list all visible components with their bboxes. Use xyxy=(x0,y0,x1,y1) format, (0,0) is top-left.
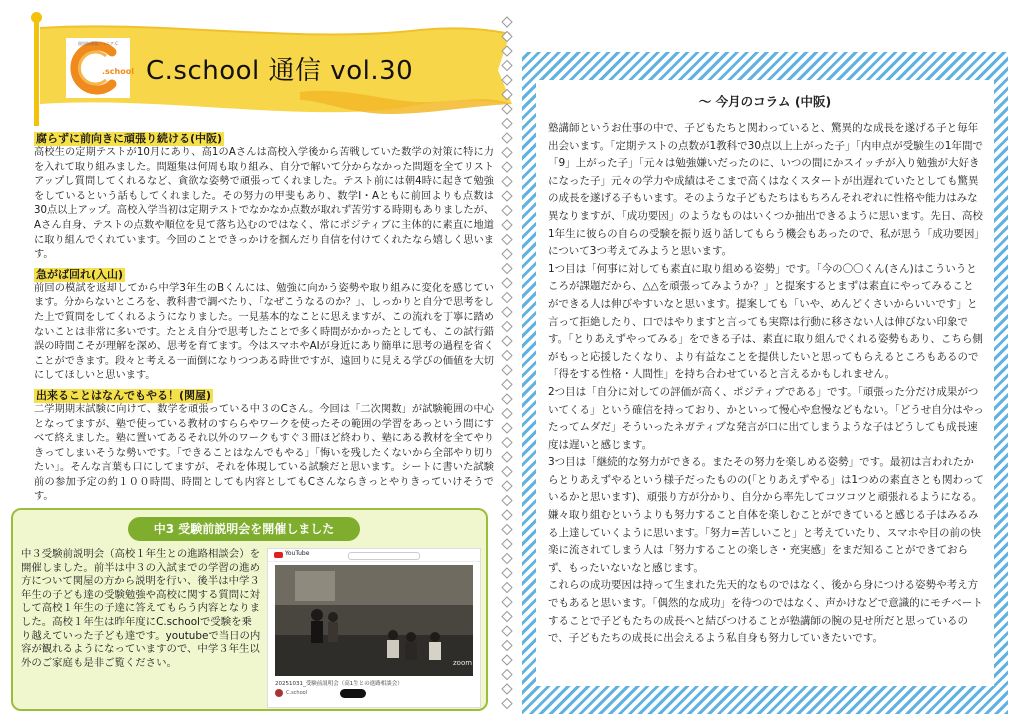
svg-text:.school: .school xyxy=(102,67,134,76)
youtube-search-box xyxy=(348,552,420,560)
divider-diamond xyxy=(502,75,512,85)
divider-diamond xyxy=(502,162,512,172)
divider-diamond xyxy=(502,365,512,375)
youtube-video-screenshot[interactable] xyxy=(267,548,481,708)
article-body: 高校生の定期テストが10月にあり、高1のAさんは高校入学後から苦戦していた数学の対策に特に力を入れて取り組みました。問題集は何周も取り組み、自分で解いて分からなかった問題を全てリストアップし質問してくれるなど、貪欲な姿勢で頑張ってくれました。テスト前には朝4時に起きて勉強をしているという話もしてくれました。その努力の甲斐もあり、数学Ⅰ・Aともに前回よりも点数は30点以上アップ。高校入学当初は定期テストでなかなか点数が取れず苦労する時期もありましたが、Aさん自身、テストの点数や順位を見て落ち込むのではなく、常にポジティブに主体的に素直に地道に取り組んでくれています。今回のことできっかけを掴んだり自信を付けてくれたなら嬉しく思います。 xyxy=(34,147,494,261)
youtube-topbar xyxy=(268,549,480,562)
channel-avatar xyxy=(275,689,283,697)
divider-diamond xyxy=(502,670,512,680)
column-title: 〜 今月のコラム (中阪) xyxy=(698,94,832,109)
divider-diamond xyxy=(502,336,512,346)
divider-diamond xyxy=(502,684,512,694)
article-3 xyxy=(34,384,494,505)
divider-diamond xyxy=(502,423,512,433)
divider-diamond xyxy=(502,119,512,129)
newsletter-title: C.school 通信 vol.30 xyxy=(146,56,414,86)
cschool-logo xyxy=(66,38,134,98)
divider-diamond xyxy=(502,278,512,288)
article-heading: 急がば回れ(入山) xyxy=(36,267,124,281)
divider-diamond xyxy=(502,17,512,27)
divider-diamond xyxy=(502,597,512,607)
divider-diamond xyxy=(502,90,512,100)
column-body xyxy=(548,120,984,648)
subscribe-button[interactable] xyxy=(340,689,366,698)
divider-diamond xyxy=(502,568,512,578)
divider-diamond xyxy=(502,177,512,187)
column-paragraph: これらの成功要因は持って生まれた先天的なものではなく、後から身につける姿勢や考え方でもあると思います。「偶然的な成功」を待つのではなく、声かけなどで意識的にモチベートすることで子どもたちの成長へと結びつけることが塾講師の腕の見せ所だと思っているので、子どもたちの成長に出会えるよう私自身も努力していきたいです。 xyxy=(548,579,983,645)
divider-diamond xyxy=(502,293,512,303)
diamond-divider xyxy=(500,14,514,714)
svg-text:個別指導塾ジュニア.C: 個別指導塾ジュニア.C xyxy=(78,41,118,46)
article-heading: 出来ることはなんでもやる！(関屋) xyxy=(36,388,212,402)
article-1 xyxy=(34,127,494,263)
divider-diamond xyxy=(502,307,512,317)
youtube-wordmark: YouTube xyxy=(285,550,310,557)
divider-diamond xyxy=(502,380,512,390)
notice-heading: 中3 受験前説明会を開催しました xyxy=(128,517,360,541)
article-heading: 腐らずに前向きに頑張り続ける(中阪) xyxy=(36,132,223,145)
article-body: 二学期期末試験に向けて、数学を頑張っている中３のCさん。今回は「二次関数」が試験範囲の中心となってますが、塾で使っている教材のすららやワークを使ったその範囲の学習をあっという間にすべて終えました。塾に置いてあるそれ以外のワークもすぐ３冊ほど終わり、塾にある教材を全てやりきってしまいそうな勢いです。「できることはなんでもやる」「悔いを残したくないから全部やり切りたい」。そんな言葉も口にしてますが、それを体現している試験だと思います。シートに書いた試験前の参加予定の約１００時間、時間としても内容としてもCさんならきっとやりきっていけそうです。 xyxy=(34,403,494,503)
divider-diamond xyxy=(502,191,512,201)
divider-diamond xyxy=(502,206,512,216)
divider-diamond xyxy=(502,438,512,448)
divider-diamond xyxy=(502,452,512,462)
divider-diamond xyxy=(502,46,512,56)
divider-diamond xyxy=(502,148,512,158)
notice-body: 中３受験前説明会（高校１年生との進路相談会）を開催しました。前半は中３の入試までの学習の進め方について関屋の方から説明を行い、後半は中学３年生の子ども達の受験勉強や高校に関する質問に対して高校１年生の子達に答えてもらう内容となりました。高校１年生は昨年度にC.schoolで受験を乗り越えていった子ども達です。youtubeで当日の内容が観れるようになっていますので、中学３年生以外のご家庭も是非ご覧ください。 xyxy=(21,548,261,669)
divider-diamond xyxy=(502,61,512,71)
divider-diamond xyxy=(502,32,512,42)
divider-diamond xyxy=(502,641,512,651)
divider-diamond xyxy=(502,394,512,404)
divider-diamond xyxy=(502,583,512,593)
column-paragraph: 2つ目は「自分に対しての評価が高く、ポジティブである」です。「頑張った分だけ成果がついてくる」という確信を持っており、かといって慢心や怠慢などもない。「どうせ自分はやったってムダだ」そういったネガティブな発言が口に出てしまうような子はどうしても成長速度は遅いと感じます。 xyxy=(548,385,984,451)
column-paragraph: 塾講師というお仕事の中で、子どもたちと関わっていると、驚異的な成長を遂げる子と毎年出会います。「定期テストの点数が1教科で30点以上上がった子」「内申点が受験生の1年間で「9」上がった子」「元々は勉強嫌いだったのに、いつの間にかスイッチが入り勉強が大好きになった子」元々の学力や成績はそこまで高くはなくスタートが出遅れていたとしても驚異の成長を遂げる子もいます。そのような子どもたちはもちろんそれぞれに性格や能力はみな異なりますが、「成功要因」のようなものはいくつか抽出できるように思います。先日、高校1年生に彼らの自らの受験を振り返り話してもらう機会もあったので、私が思う「成功要因」について3つ考えてみようと思います。 xyxy=(548,122,983,258)
article-body: 前回の模試を返却してから中学3年生のBくんには、勉強に向かう姿勢や取り組みに変化を感じています。分からないところを、教科書で調べたり、「なぜこうなるのか？」、しっかりと自分で思考をした上で質問をしてくれるようになりました。一見基本的なことに思えますが、この流れを丁寧に踏めないことは非常に多いです。たとえ自分で思考したことで多く時間がかかったとしても、この試行錯誤の時間こそが理解を深め、思考を育てます。今はスマホやAIが身近にあり簡単に思考の過程を省くことができます。段々と考える一面倒になりつつある時世ですが、遠回りに見える学びの価値を大切にしてほしいと思います。 xyxy=(34,282,494,382)
divider-diamond xyxy=(502,322,512,332)
column-paragraph: 3つ目は「継続的な努力ができる。またその努力を楽しめる姿勢」です。最初は言われたからとりあえずやるという様子だったものの(「とりあえずやる」は1つめの素直さとも関わっているかと思います)、頑張り方が分かり、自分から率先してコツコツと頑張れるようになる。嫌々取り組むというよりも努力すること自体を楽しむことができていると感じる子はみるみる上達していくように思います。「努力=苦しいこと」と考えていたり、スマホや目の前の快楽に流されてしまう人は「努力することの楽しさ・充実感」をまだ知ることができておらず、もったいないなと感じます。 xyxy=(548,456,984,574)
divider-diamond xyxy=(502,510,512,520)
divider-diamond xyxy=(502,351,512,361)
articles-column xyxy=(34,127,494,505)
video-frame[interactable] xyxy=(275,565,473,676)
divider-diamond xyxy=(502,525,512,535)
divider-diamond xyxy=(502,554,512,564)
channel-name: C.school xyxy=(286,690,308,696)
divider-diamond xyxy=(502,249,512,259)
divider-diamond xyxy=(502,235,512,245)
divider-diamond xyxy=(502,655,512,665)
divider-diamond xyxy=(502,133,512,143)
divider-diamond xyxy=(502,264,512,274)
divider-diamond xyxy=(502,612,512,622)
divider-diamond xyxy=(502,220,512,230)
divider-diamond xyxy=(502,104,512,114)
divider-diamond xyxy=(502,539,512,549)
divider-diamond xyxy=(502,699,512,709)
divider-diamond xyxy=(502,467,512,477)
zoom-watermark: zoom xyxy=(453,659,473,667)
column-paragraph: 1つ目は「何事に対しても素直に取り組める姿勢」です。「今の〇〇くん(さん)はこういうところが課題だから、△△を頑張ってみようか？」と提案するとまずは素直にやってみることができる人は伸びやすいなと思います。提案しても「いや、めんどくさいからいいです」と言って拒絶したり、口ではやりますと言っても実際は行動に移さない人は伸びない印象です。「とりあえずやってみる」をできる子は、素直に取り組んでくれる姿勢もあり、こちら側がもっと応援したくなり、より有益なことを提供したいと思ってもらえるところもあるので「得をする性格・人間性」を持ち合わせていると言えるかもしれません。 xyxy=(548,262,983,381)
article-2 xyxy=(34,263,494,384)
event-notice-box xyxy=(11,508,488,711)
divider-diamond xyxy=(502,496,512,506)
divider-diamond xyxy=(502,409,512,419)
divider-diamond xyxy=(502,626,512,636)
video-title: 20251031_受験前説明会（高1生との進路相談会） xyxy=(275,681,403,687)
divider-diamond xyxy=(502,481,512,491)
youtube-logo-icon xyxy=(274,552,283,558)
